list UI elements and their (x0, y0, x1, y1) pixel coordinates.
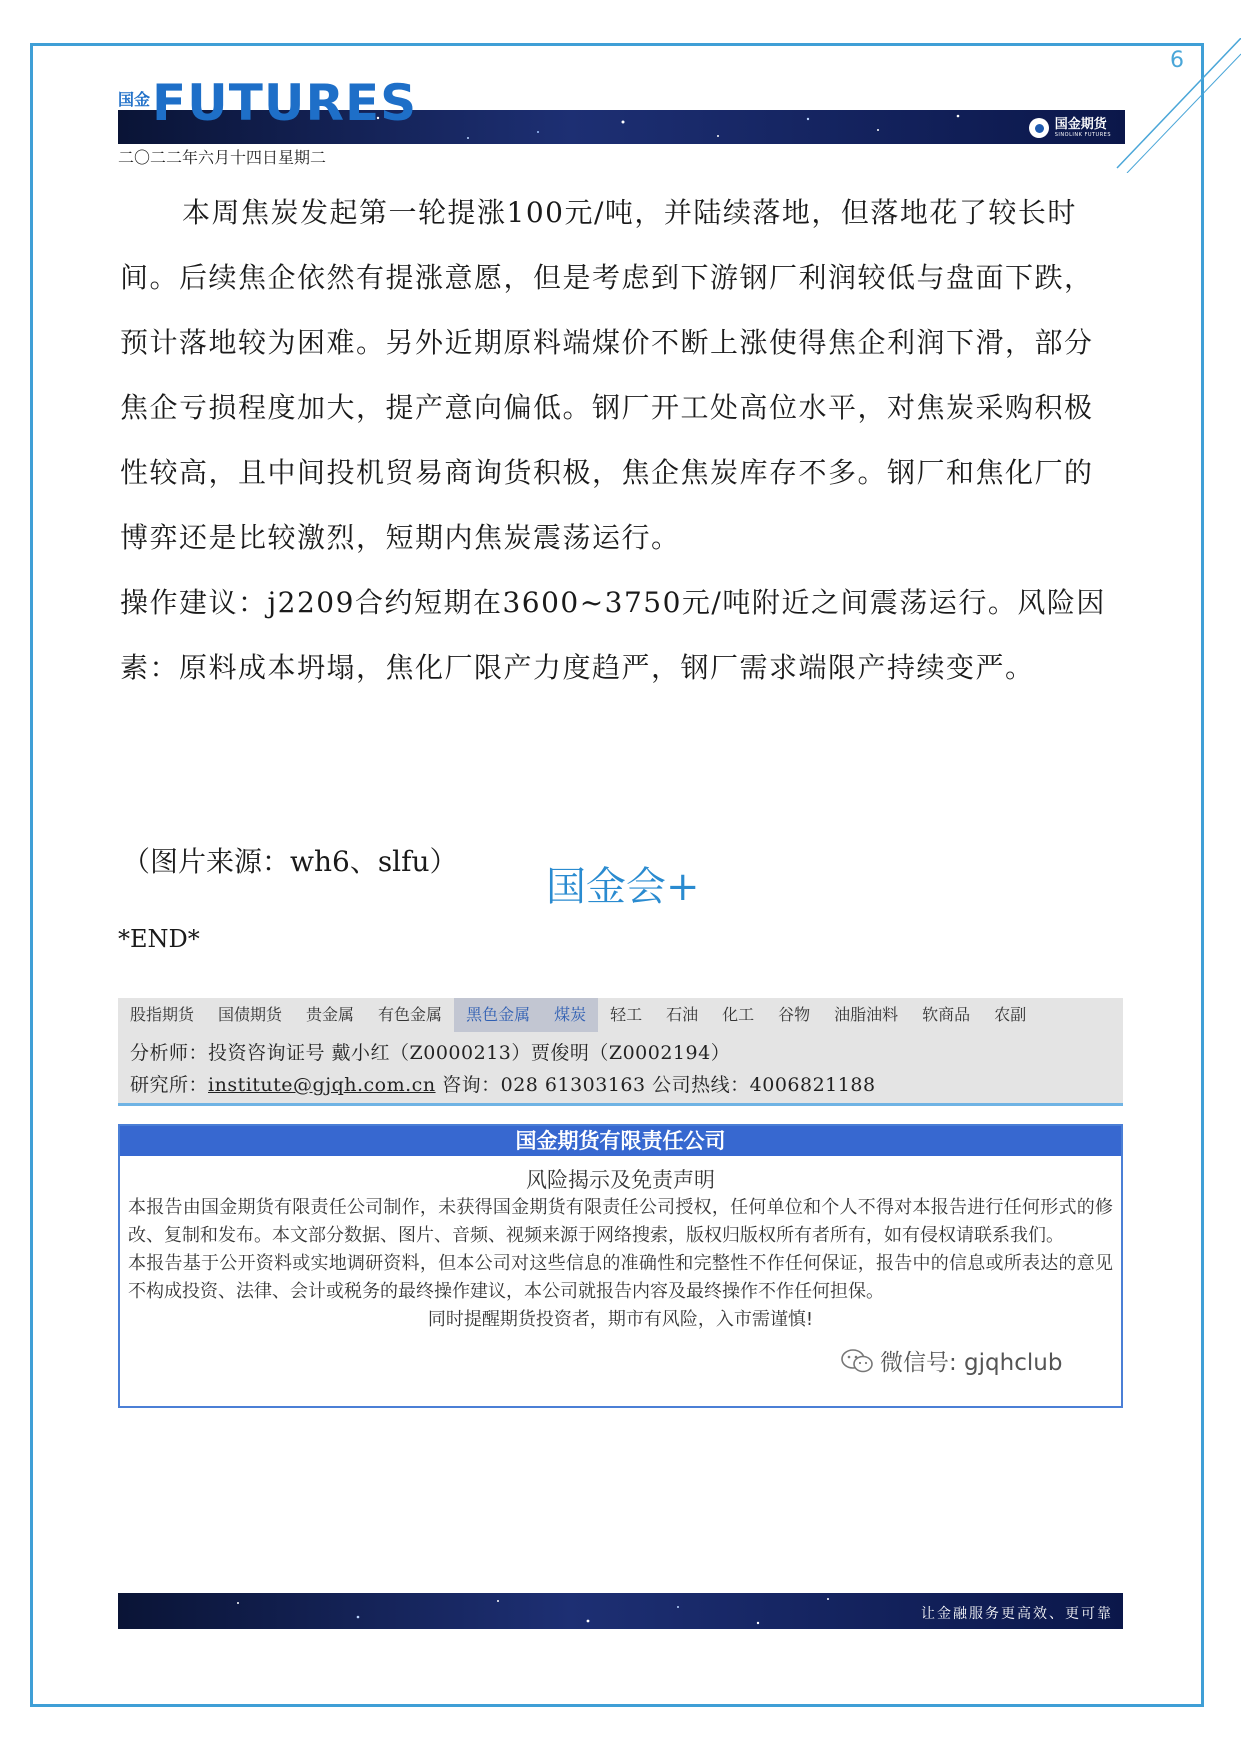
page-number: 6 (1170, 48, 1184, 73)
end-mark: *END* (118, 925, 200, 953)
nav-item-ferrous[interactable]: 黑色金属 (454, 998, 542, 1032)
disclaimer-paragraph-3: 同时提醒期货投资者，期市有风险，入市需谨慎! (427, 1309, 814, 1330)
image-source: （图片来源：wh6、slfu） (122, 845, 458, 878)
company-logo (1029, 115, 1111, 141)
brand-futures-title: FUTURES (152, 74, 418, 132)
corner-decoration (1115, 38, 1241, 173)
nav-item-grain[interactable]: 谷物 (778, 1005, 811, 1024)
nav-item-light-industry[interactable]: 轻工 (610, 1005, 643, 1024)
contact-numbers: 咨询：028 61303163 公司热线：4006821188 (435, 1074, 876, 1096)
brand-watermark: 国金会+ (546, 864, 700, 910)
analyst-names: 戴小红（Z0000213）贾俊明（Z0002194） (331, 1042, 731, 1064)
footer-slogan: 让金融服务更高效、更可靠 (921, 1606, 1113, 1622)
nav-item-treasury[interactable]: 国债期货 (218, 1005, 283, 1024)
category-nav (118, 998, 1038, 1032)
institute-email-link[interactable]: institute@gjqh.com.cn (208, 1074, 436, 1096)
footer-band (118, 1593, 1123, 1629)
logo-mark-icon (1029, 118, 1049, 138)
analyst-line: 分析师：投资咨询证号 戴小红（Z0000213）贾俊明（Z0002194） (130, 1042, 731, 1064)
nav-item-oils-oilseeds[interactable]: 油脂油料 (834, 1005, 899, 1024)
logo-cn-text: 国金期货 (1054, 116, 1107, 132)
nav-item-coal[interactable]: 煤炭 (542, 998, 598, 1032)
wechat-id: 微信号: gjqhclub (880, 1350, 1063, 1376)
body-paragraph-1: 本周焦炭发起第一轮提涨100元/吨，并陆续落地，但落地花了较长时间。后续焦企依然有提涨意愿，但是考虑到下游钢厂利润较低与盘面下跌，预计落地较为困难。另外近期原料端煤价不断上涨使得焦企利润下滑，部分焦企亏损程度加大，提产意向偏低。钢厂开工处高位水平，对焦炭采购积极性较高，且中间投机贸易商询货积极，焦企焦炭库存不多。钢厂和焦化厂的博弈还是比较激烈，短期内焦炭震荡运行。 (120, 196, 1094, 554)
info-box (118, 998, 1123, 1106)
body-paragraph-2: 操作建议：j2209合约短期在3600~3750元/吨附近之间震荡运行。风险因素：原料成本坍塌，焦化厂限产力度趋严，钢厂需求端限产持续变严。 (120, 586, 1106, 684)
nav-item-chemical[interactable]: 化工 (722, 1005, 755, 1024)
institute-line: 研究所：institute@gjqh.com.cn 咨询：028 61303163 公司热线：4006821188 (130, 1074, 876, 1096)
brand-small-logo: 国金 (118, 90, 151, 109)
wechat-icon (840, 1348, 874, 1374)
nav-item-stock-index[interactable]: 股指期货 (130, 1005, 195, 1024)
wechat-watermark (840, 1344, 1062, 1377)
disclaimer-paragraph-1: 本报告由国金期货有限责任公司制作，未获得国金期货有限责任公司授权，任何单位和个人不得对本报告进行任何形式的修改、复制和发布。本文部分数据、图片、音频、视频来源于网络搜索，版权归版权所有者所有，如有侵权请联系我们。 (128, 1197, 1113, 1246)
report-body (120, 180, 1120, 700)
disclaimer-title: 风险揭示及免责声明 (526, 1168, 715, 1192)
disclaimer-company: 国金期货有限责任公司 (120, 1126, 1121, 1156)
nav-item-soft-commodities[interactable]: 软商品 (922, 1005, 971, 1024)
disclaimer-paragraph-2: 本报告基于公开资料或实地调研资料，但本公司对这些信息的准确性和完整性不作任何保证，报告中的信息或所表达的意见不构成投资、法律、会计或税务的最终操作建议，本公司就报告内容及最终操作不作任何担保。 (128, 1253, 1113, 1302)
report-date: 二〇二二年六月十四日星期二 (118, 148, 327, 167)
nav-item-oil[interactable]: 石油 (666, 1005, 699, 1024)
nav-item-precious-metals[interactable]: 贵金属 (306, 1005, 355, 1024)
logo-en-text: SINOLINK FUTURES (1054, 131, 1111, 138)
nav-item-nonferrous[interactable]: 有色金属 (378, 1005, 443, 1024)
nav-item-agri-side[interactable]: 农副 (994, 1005, 1027, 1024)
